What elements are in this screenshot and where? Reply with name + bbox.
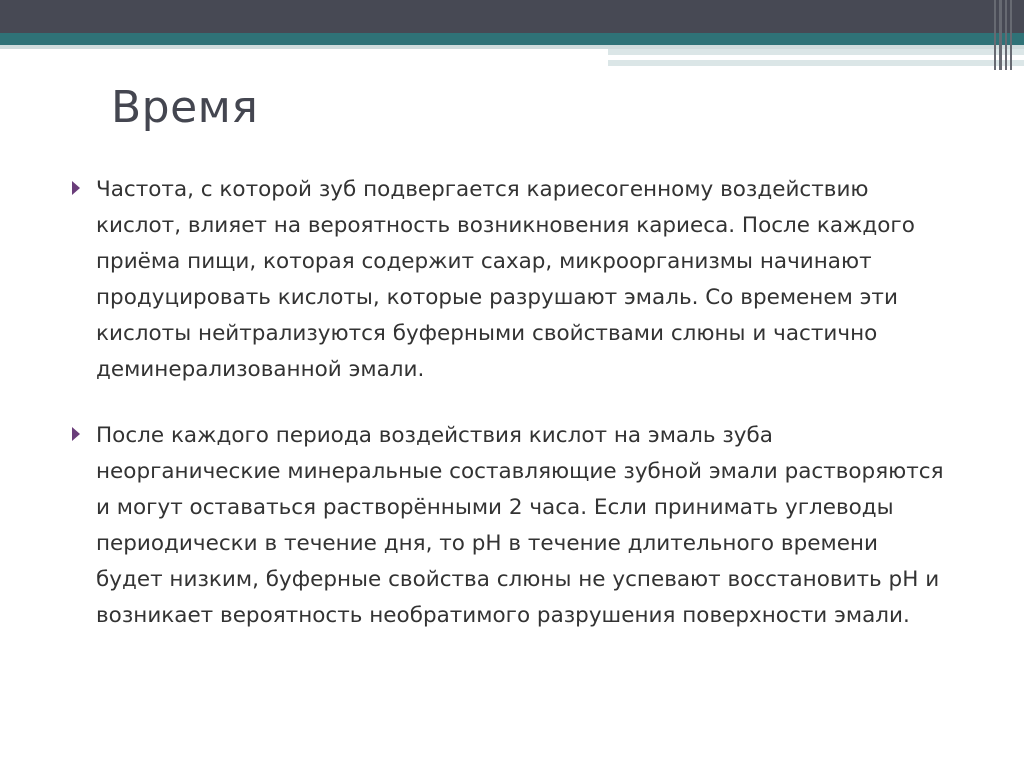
bullet-item	[66, 418, 946, 634]
header-stripes	[994, 0, 1012, 70]
header-stripe	[1005, 0, 1007, 70]
bullet-text: После каждого периода воздействия кислот на эмаль зуба неорганические минеральные составляющие зубной эмали растворяются и могут оставаться растворёнными 2 часа. Если принимать углеводы периодически в течение дня, то pH в течение длительного времени будет низким, буферные свойства слюны не успевают восстановить pH и возникает вероятность необратимого разрушения поверхности эмали.	[96, 423, 944, 628]
slide-title: Время	[111, 82, 259, 133]
header-band-dark	[0, 0, 1024, 33]
header-accent-line-lower	[608, 60, 1024, 66]
triangle-right-icon	[72, 427, 80, 441]
header-stripe	[999, 0, 1001, 70]
header-accent-line	[608, 49, 1024, 55]
bullet-text: Частота, с которой зуб подвергается кариесогенному воздействию кислот, влияет на вероятность возникновения кариеса. После каждого приёма пищи, которая содержит сахар, микроорганизмы начинают продуцировать кислоты, которые разрушают эмаль. Со временем эти кислоты нейтрализуются буферными свойствами слюны и частично деминерализованной эмали.	[96, 177, 915, 382]
bullet-item	[66, 172, 946, 388]
header-stripe	[1010, 0, 1012, 70]
header-band-teal	[0, 33, 1024, 45]
bullet-list	[66, 172, 946, 664]
header-stripe	[994, 0, 996, 70]
triangle-right-icon	[72, 181, 80, 195]
